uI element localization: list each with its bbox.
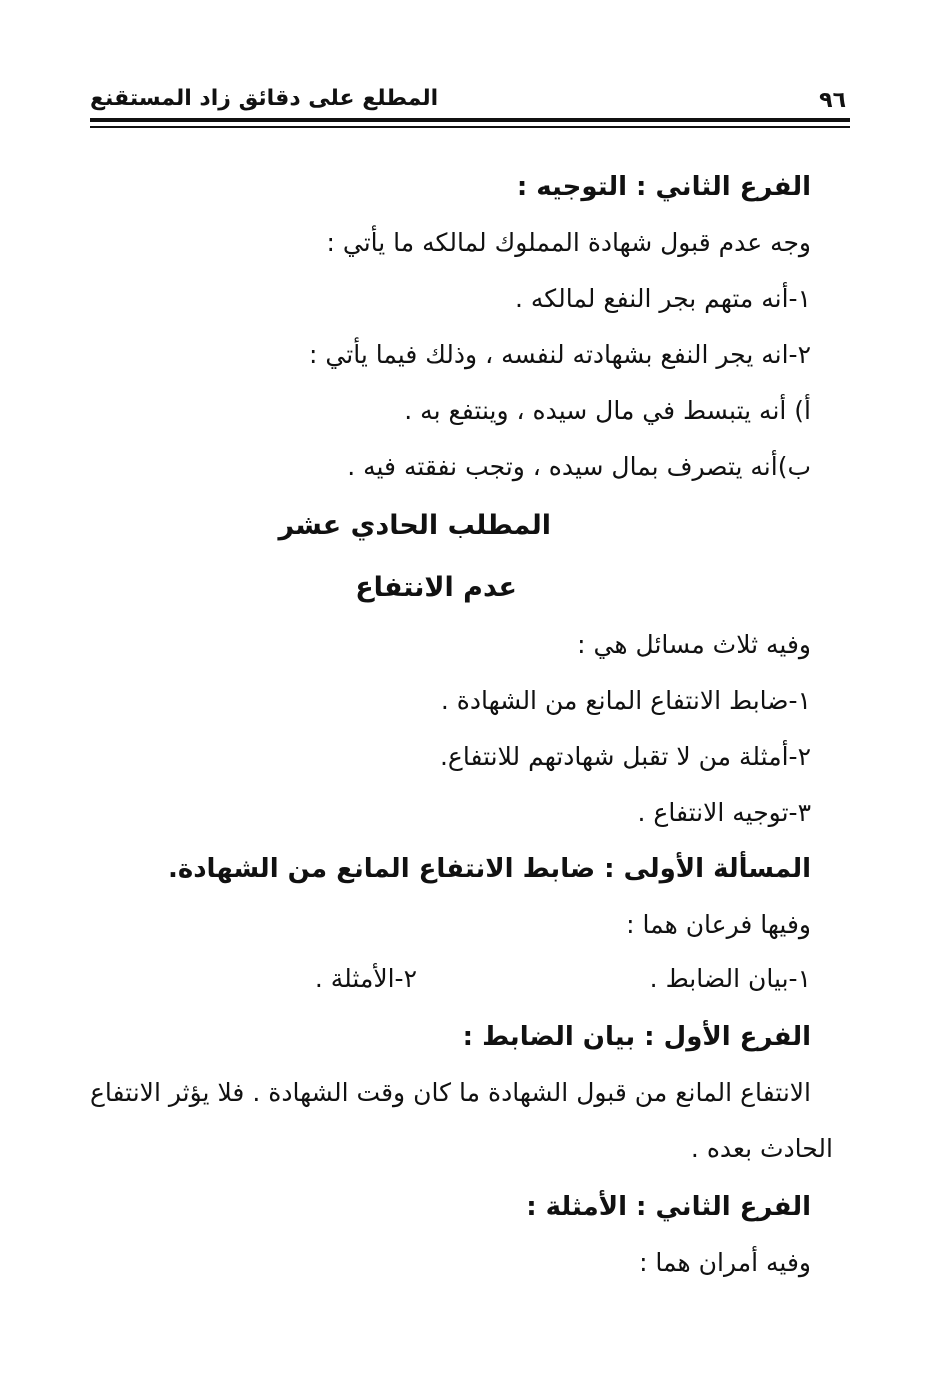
list-item: ٣-توجيه الانتفاع .: [637, 798, 811, 827]
header-rule-thick: [90, 118, 850, 122]
list-item: ١-أنه متهم بجر النفع لمالكه .: [514, 284, 811, 313]
text-line: وفيه ثلاث مسائل هي :: [577, 630, 811, 659]
section-subtitle: عدم الانتفاع: [355, 572, 517, 603]
list-item: ب)أنه يتصرف بمال سيده ، وتجب نفقته فيه .: [347, 452, 811, 481]
heading-branch-two-tawjih: الفرع الثاني : التوجيه :: [516, 172, 811, 202]
heading-first-issue: المسألة الأولى : ضابط الانتفاع المانع من الشهادة.: [167, 854, 811, 884]
section-title: المطلب الحادي عشر: [278, 510, 551, 541]
heading-branch-one: الفرع الأول : بيان الضابط :: [462, 1022, 811, 1052]
paragraph-line: الانتفاع المانع من قبول الشهادة ما كان وقت الشهادة . فلا يؤثر الانتفاع: [90, 1078, 811, 1107]
list-item: ٢-الأمثلة .: [314, 964, 417, 993]
header-rule-thin: [90, 126, 850, 128]
text-line: وفيه أمران هما :: [639, 1248, 811, 1277]
list-item: ١-ضابط الانتفاع المانع من الشهادة .: [440, 686, 811, 715]
heading-branch-two-examples: الفرع الثاني : الأمثلة :: [526, 1192, 811, 1222]
list-item: أ) أنه يتبسط في مال سيده ، وينتفع به .: [404, 396, 811, 425]
list-item: ٢-انه يجر النفع بشهادته لنفسه ، وذلك فيما يأتي :: [309, 340, 811, 369]
list-item: ١-بيان الضابط .: [649, 964, 811, 993]
running-title: المطلع على دقائق زاد المستقنع: [90, 86, 439, 111]
page-number: ٩٦: [819, 88, 846, 113]
text-line: وجه عدم قبول شهادة المملوك لمالكه ما يأتي :: [326, 228, 811, 257]
text-line: وفيها فرعان هما :: [626, 910, 811, 939]
page-header: [90, 82, 850, 122]
paragraph-line: الحادث بعده .: [690, 1134, 833, 1163]
list-item: ٢-أمثلة من لا تقبل شهادتهم للانتفاع.: [439, 742, 811, 771]
